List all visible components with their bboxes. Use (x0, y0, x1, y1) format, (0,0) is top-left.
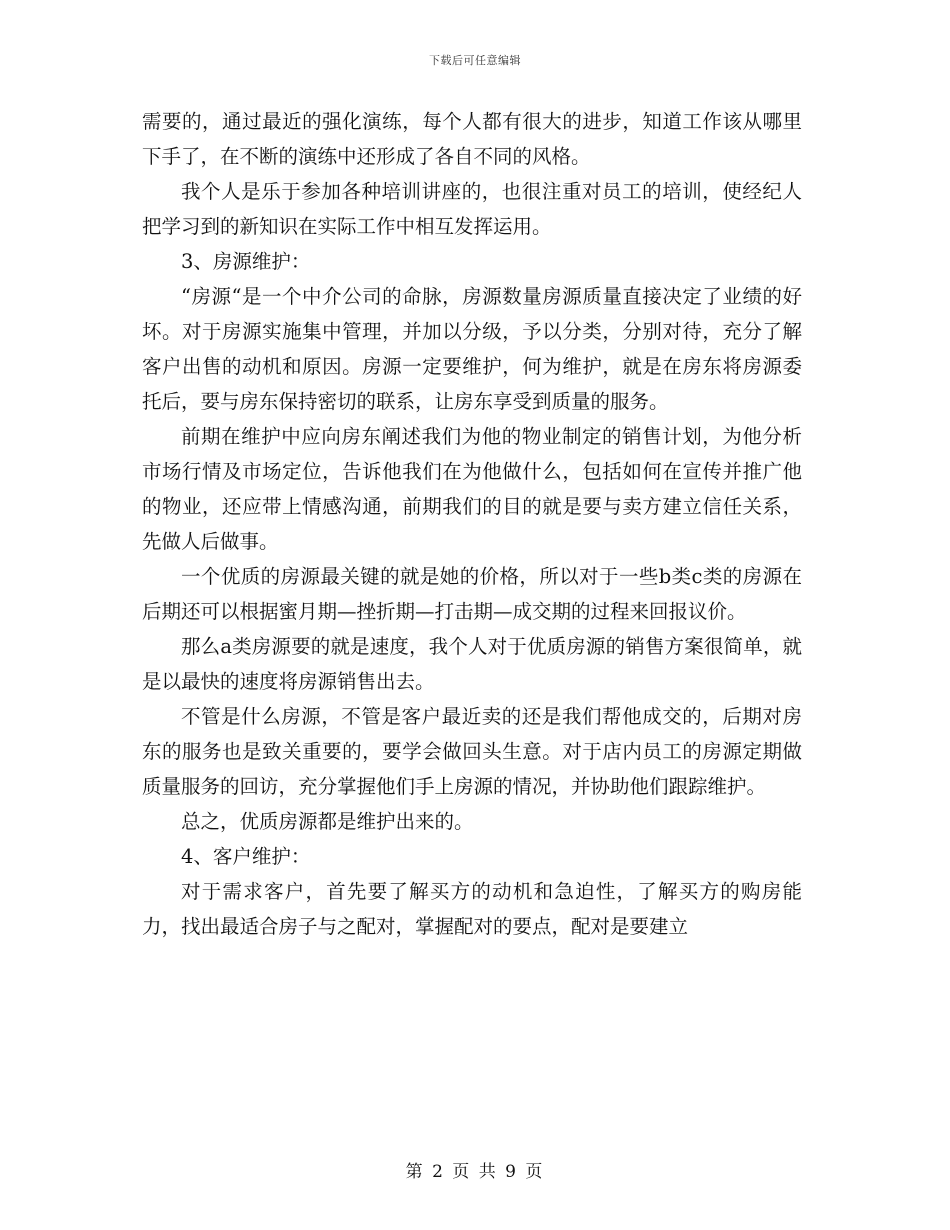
page-header: 下载后可任意编辑 (429, 54, 521, 67)
paragraph: 不管是什么房源，不管是客户最近卖的还是我们帮他成交的，后期对房东的服务也是致关重要的，要学会做回头生意。对于店内员工的房源定期做质量服务的回访，充分掌握他们手上房源的情况，并协助他们跟踪维护。 (142, 705, 802, 798)
paragraph: “房源“是一个中介公司的命脉，房源数量房源质量直接决定了业绩的好坏。对于房源实施集中管理，并加以分级，予以分类，分别对待，充分了解客户出售的动机和原因。房源一定要维护，何为维护，就是在房东将房源委托后，要与房东保持密切的联系，让房东享受到质量的服务。 (142, 285, 802, 413)
paragraph: 那么a类房源要的就是速度，我个人对于优质房源的销售方案很简单，就是以最快的速度将房源销售出去。 (142, 635, 802, 693)
paragraph: 我个人是乐于参加各种培训讲座的，也很注重对员工的培训，使经纪人把学习到的新知识在实际工作中相互发挥运用。 (142, 180, 802, 238)
document-body (142, 104, 802, 944)
paragraph: 需要的，通过最近的强化演练，每个人都有很大的进步，知道工作该从哪里下手了，在不断的演练中还形成了各自不同的风格。 (142, 110, 802, 168)
paragraph: 对于需求客户，首先要了解买方的动机和急迫性，了解买方的购房能力，找出最适合房子与之配对，掌握配对的要点，配对是要建立 (142, 880, 802, 938)
section-heading: 4、客户维护： (181, 845, 311, 868)
page-number: 第 2 页 共 9 页 (405, 1162, 545, 1182)
paragraph: 前期在维护中应向房东阐述我们为他的物业制定的销售计划，为他分析市场行情及市场定位，告诉他我们在为他做什么，包括如何在宣传并推广他的物业，还应带上情感沟通，前期我们的目的就是要与卖方建立信任关系，先做人后做事。 (142, 425, 802, 553)
section-heading: 3、房源维护： (181, 250, 311, 273)
paragraph: 总之，优质房源都是维护出来的。 (181, 810, 474, 833)
paragraph: 一个优质的房源最关键的就是她的价格，所以对于一些b类c类的房源在后期还可以根据蜜月期—挫折期—打击期—成交期的过程来回报议价。 (142, 565, 802, 623)
